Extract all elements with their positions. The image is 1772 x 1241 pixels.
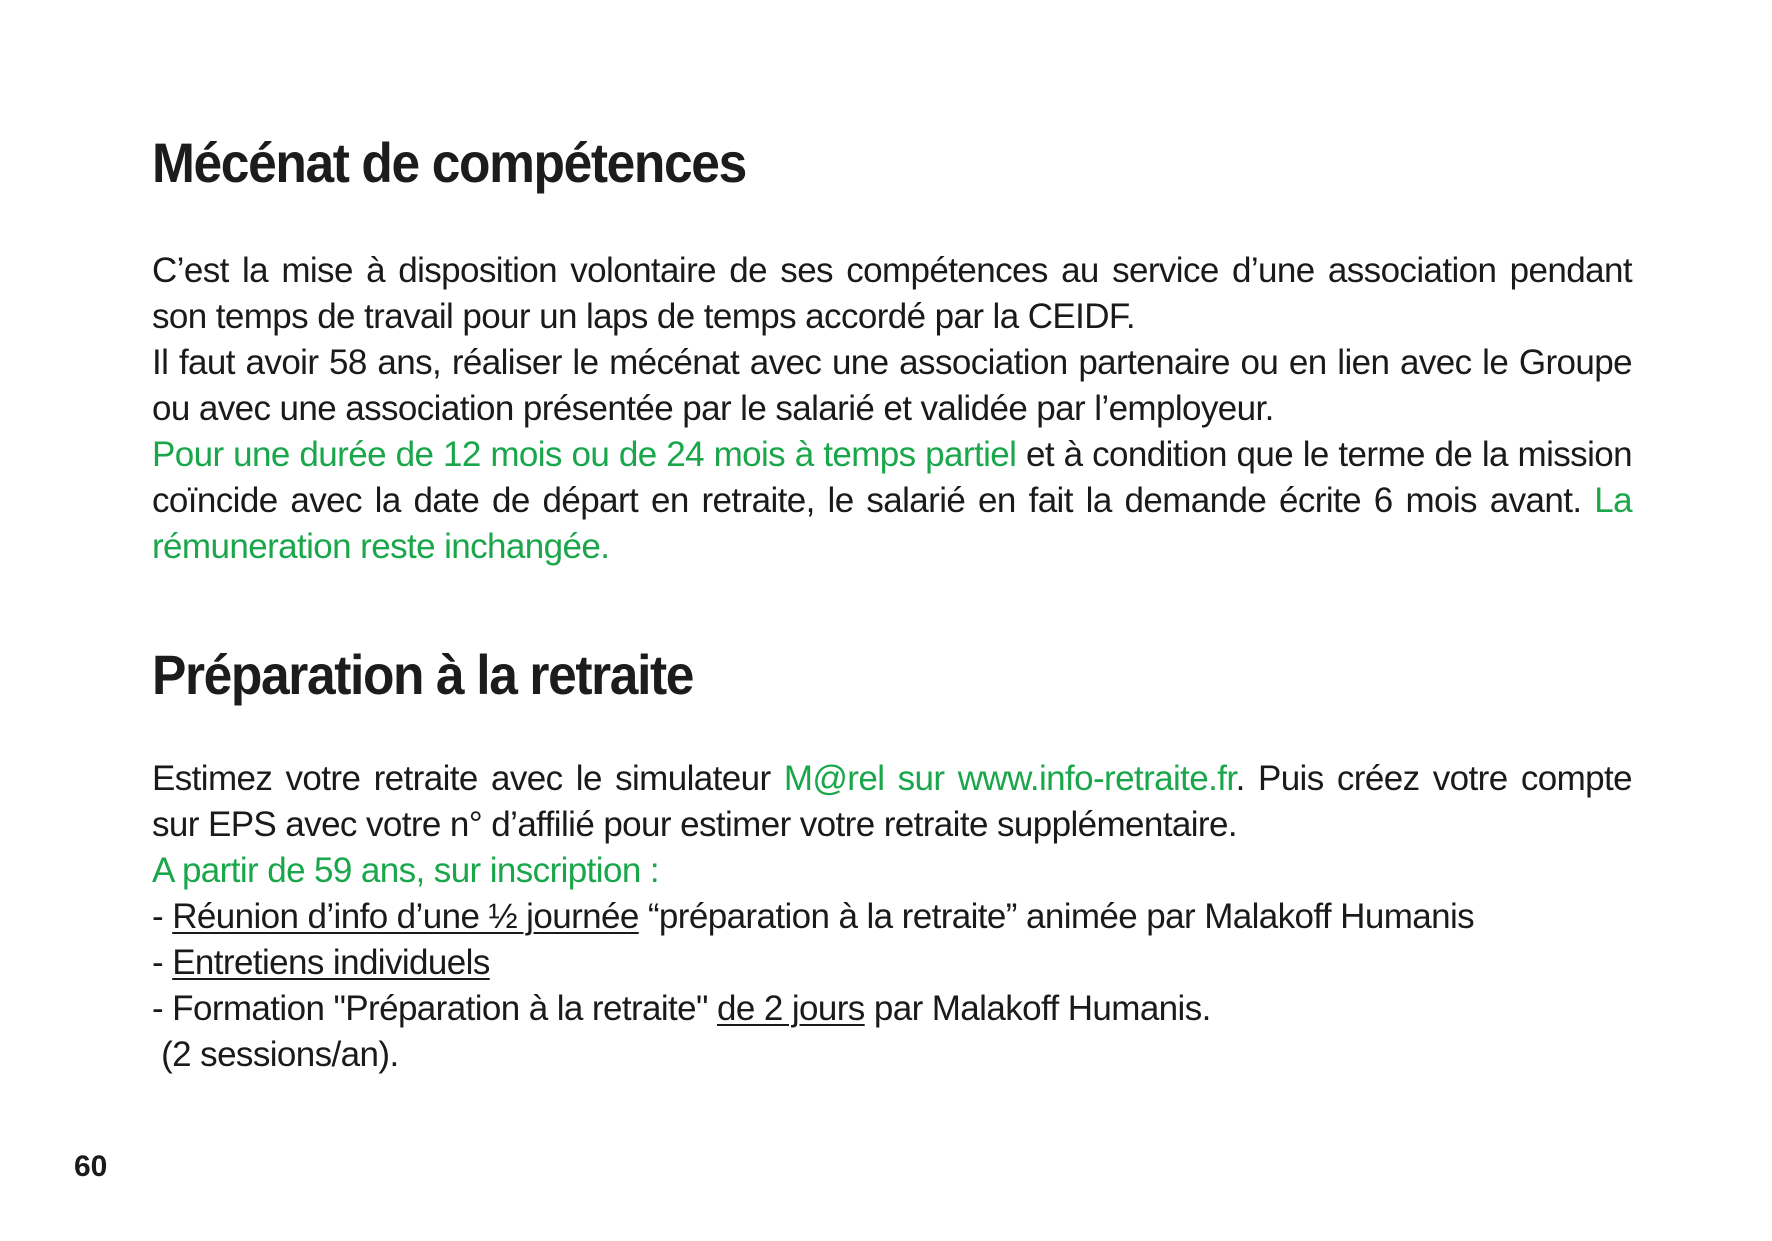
mecenat-paragraph [152,248,1632,570]
mecenat-conditions: Il faut avoir 58 ans, réaliser le mécénat avec une association partenaire ou en lien avec le Groupe ou avec une association présentée par le salarié et validée par l’employeur. [152,343,1632,428]
mecenat-duration-highlight: Pour une durée de 12 mois ou de 24 mois à temps partiel [152,435,1017,474]
reunion-underlined: Réunion d’info d’une ½ journée [172,897,639,936]
entretiens-underlined: Entretiens individuels [172,943,490,982]
mecenat-remuneration-highlight: La rémuneration reste inchangée. [152,481,1632,566]
mecenat-description: C’est la mise à disposition volontaire de ses compétences au service d’une association pendant son temps de travail pour un laps de temps accordé par la CEIDF. [152,251,1632,336]
mecenat-duration-text: et à condition que le terme de la mission coïncide avec la date de départ en retraite, le salarié en fait la demande écrite 6 mois avant. [152,435,1632,520]
list-item-reunion [152,894,1632,940]
mecenat-duration [152,432,1632,570]
simulator-link[interactable]: M@rel sur www.info-retraite.fr [783,759,1236,798]
section-title-mecenat: Mécénat de compétences [152,131,746,194]
list-item-formation [152,986,1632,1032]
retraite-intro-text: Estimez votre retraite avec le simulateur [152,759,784,798]
list-dash: - [152,897,173,936]
formation-underlined: de 2 jours [717,989,865,1028]
retraite-intro [152,756,1632,848]
retraite-intro-text-end: . Puis créez votre compte sur EPS avec votre n° d’affilié pour estimer votre retraite supplémentaire. [152,759,1632,844]
formation-text-end: par Malakoff Humanis. [864,989,1211,1028]
reunion-text: “préparation à la retraite” animée par Malakoff Humanis [638,897,1475,936]
section-title-retraite: Préparation à la retraite [152,643,694,706]
formation-text: - Formation "Préparation à la retraite" [152,989,717,1028]
retraite-paragraph [152,756,1632,1078]
page-number: 60 [74,1150,108,1183]
list-item-entretiens [152,940,1632,986]
list-dash: - [152,943,173,982]
formation-sessions: (2 sessions/an). [152,1035,399,1074]
retraite-subheading: A partir de 59 ans, sur inscription : [152,851,659,890]
